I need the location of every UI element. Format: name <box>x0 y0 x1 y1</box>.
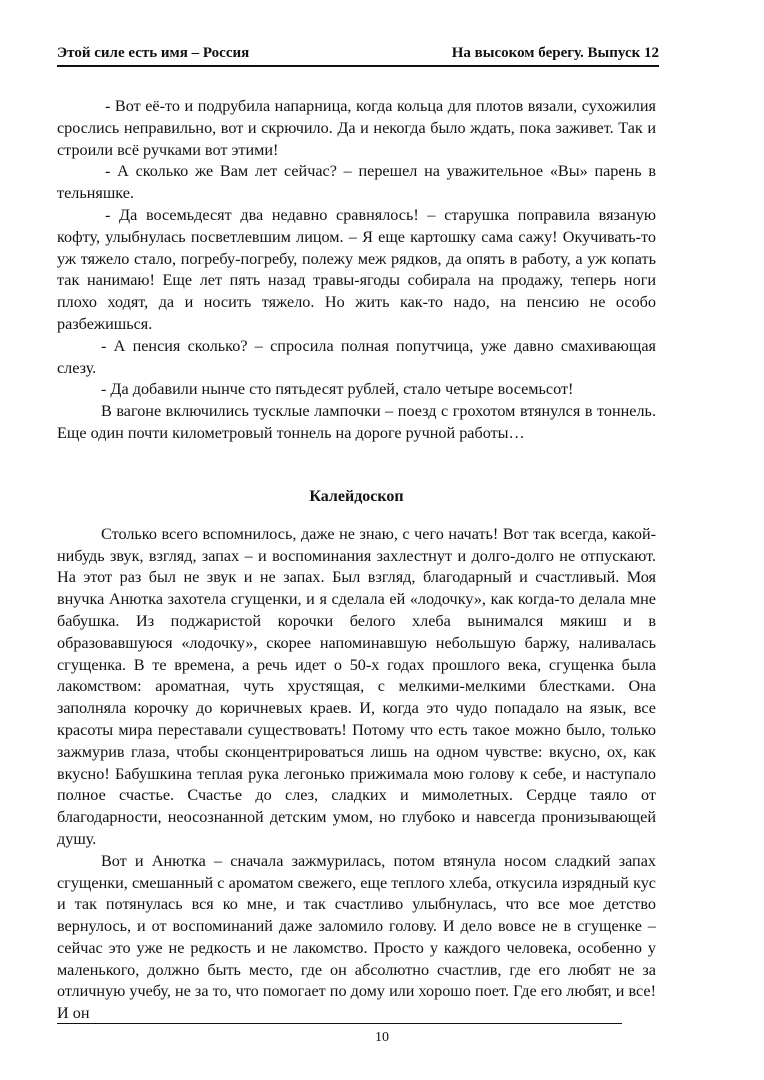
paragraph: - Да добавили нынче сто пятьдесят рублей, стало четыре восемьсот! <box>101 380 574 399</box>
page-number: 10 <box>375 1030 389 1045</box>
paragraph: Столько всего вспомнилось, даже не знаю, с чего начать! Вот так всегда, какой-нибудь звук, взгляд, запах – и воспоминания захлестнут и долго-долго не отпускают. На этот раз был не звук и не запах. Был взгляд, благодарный и счастливый. Моя внучка Анютка захотела сгущенки, и я сделала ей «лодочку», как когда-то делала мне бабушка. Из поджаристой корочки белого хлеба вынимался мякиш и в образовавшуюся «лодочку», скорее напоминавшую небольшую баржу, наливалась сгущенка. В те времена, а речь идет о 50-х годах прошлого века, сгущенка была лакомством: ароматная, чуть хрустящая, с мелкими-мелкими блестками. Она заполняла корочку до коричневых краев. И, когда это чудо попадало на язык, все красоты мира переставали существовать! Потому что есть такое можно было, только зажмурив глаза, чтобы сконцентрироваться лишь на одном чувстве: вкусно, ох, как вкусно! Бабушкина теплая рука легонько прижимала мою голову к себе, и наступало полное счастье. Счастье до слез, сладких и мимолетных. Сердце таяло от благодарности, неосознанной детским умом, но глубоко и навсегда пронизывающей душу. <box>57 524 656 848</box>
paragraph: - А пенсия сколько? – спросила полная попутчица, уже давно смахивающая слезу. <box>57 336 656 377</box>
header-issue-title: На высоком берегу. Выпуск 12 <box>451 45 659 61</box>
paragraph: - Да восемьдесят два недавно сравнялось! – старушка поправила вязаную кофту, улыбнулась посветлевшим лицом. – Я еще картошку сама сажу! Окучивать-то уж тяжело стало, погребу-погребу, полежу меж рядков, да опять в работу, а уж копать так нанимаю! Еще лет пять назад травы-ягоды собирала на продажу, теперь ноги плохо ходят, да и носить тяжело. Но жить как-то надо, на пенсию не особо разбежишься. <box>57 205 656 333</box>
paragraph: Вот и Анютка – сначала зажмурилась, потом втянула носом сладкий запах сгущенки, смешанный с ароматом свежего, еще теплого хлеба, откусила изрядный кус и так потянулась вся ко мне, и так счастливо улыбнулась, что все мое детство вернулось, и от воспоминаний даже заломило голову. И дело вовсе не в сгущенке – сейчас это уже не редкость и не лакомство. Просто у каждого человека, особенно у маленького, должно быть место, где он абсолютно счастлив, где его любят не за отличную учебу, не за то, что помогает по дому или хорошо поет. Где его любят, и все! И он <box>57 851 656 1023</box>
header-collection-title: Этой силе есть имя – Россия <box>57 45 250 61</box>
paragraph: - Вот её-то и подрубила напарница, когда кольца для плотов вязали, сухожилия срослись неправильно, вот и скрючило. Да и некогда было ждать, пока заживет. Так и строили всё ручками вот этими! <box>57 97 656 159</box>
header-rule <box>57 65 659 67</box>
page-body <box>57 96 656 1025</box>
paragraph: - А сколько же Вам лет сейчас? – перешел на уважительное «Вы» парень в тельняшке. <box>57 162 656 203</box>
running-header <box>57 44 659 64</box>
section-title: Калейдоскоп <box>309 487 404 505</box>
paragraph: В вагоне включились тусклые лампочки – поезд с грохотом втянулся в тоннель. Еще один почти километровый тоннель на дороге ручной работы… <box>57 402 656 442</box>
footer-rule <box>57 1023 622 1024</box>
